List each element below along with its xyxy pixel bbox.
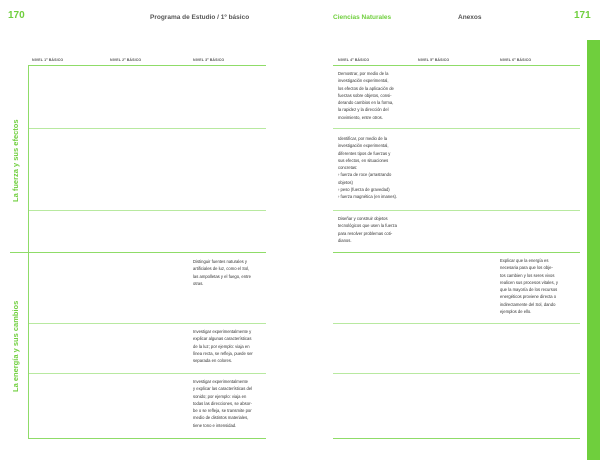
right-row-rule-3 bbox=[333, 323, 580, 324]
right-bottom-rule bbox=[333, 438, 580, 439]
column-header-level-5: NIVEL 5º BÁSICO bbox=[418, 58, 450, 62]
cell-level3-light-sources: Distinguir fuentes naturales y artificiales de luz, como el Sol, las ampolletas y el fuego, entre otras. bbox=[193, 259, 251, 286]
right-row-rule-2 bbox=[333, 210, 580, 211]
column-header-level-6: NIVEL 6º BÁSICO bbox=[500, 58, 532, 62]
left-page-header: Programa de Estudio / 1º básico bbox=[150, 14, 250, 21]
left-row-rule-2 bbox=[28, 210, 266, 211]
cell-level4-force-effects: Demostrar, por medio de la investigación experimental, los efectos de la aplicación de fuerzas sobre objetos, consi- derando cambios en la forma, la rapidez y la dirección del movimiento, entre otros. bbox=[338, 71, 394, 120]
right-section-rule bbox=[333, 252, 580, 253]
cell-level3-sound: Investigar experimentalmente y explicar las características del sonido; por ejemplo: viaja en todas las direcciones, se absor- be o se refleja, se transmite por medio de distintos materiales, tiene tono e intensidad. bbox=[193, 379, 253, 428]
cell-level4-force-types: Identificar, por medio de la investigación experimental, diferentes tipos de fuerzas y sus efectos, en situaciones concretas: › fuerza de roce (arrastrando objetos) › peso (fuerza de gravedad) › fuerza magnética (en imanes). bbox=[338, 136, 398, 200]
section-label-force: La fuerza y sus efectos bbox=[11, 119, 20, 202]
left-row-rule-1 bbox=[28, 128, 266, 129]
page-edge-tab bbox=[587, 40, 600, 460]
left-header-rule bbox=[28, 65, 266, 66]
left-section-rule bbox=[10, 252, 266, 253]
cell-level4-design-objects: Diseñar y construir objetos tecnológicos que usen la fuerza para resolver problemas coti- dianos. bbox=[338, 216, 397, 243]
cell-level3-light-characteristics: Investigar experimentalmente y explicar algunas características de la luz; por ejemplo: viaja en línea recta, se refleja, puede ser separada en colores. bbox=[193, 329, 253, 364]
column-header-level-4: NIVEL 4º BÁSICO bbox=[338, 58, 370, 62]
column-header-level-1: NIVEL 1º BÁSICO bbox=[32, 58, 64, 62]
column-header-level-2: NIVEL 2º BÁSICO bbox=[110, 58, 142, 62]
left-bottom-rule bbox=[28, 438, 266, 439]
section-divider-line-1 bbox=[28, 66, 29, 252]
left-row-rule-4 bbox=[28, 373, 266, 374]
cell-level6-energy: Explicar que la energía es necesaria para que los obje- tos cambien y los seres vivos realicen sus procesos vitales, y que la mayoría de los recursos energéticos proviene directa o indirectamente del Sol, dando ejemplos de ello. bbox=[500, 258, 558, 315]
right-header-rule bbox=[333, 65, 580, 66]
right-page-section: Anexos bbox=[458, 14, 482, 21]
column-header-level-3: NIVEL 3º BÁSICO bbox=[193, 58, 225, 62]
left-row-rule-3 bbox=[28, 323, 266, 324]
right-page-number: 171 bbox=[574, 10, 591, 21]
left-page-number: 170 bbox=[8, 10, 25, 21]
section-divider-line-2 bbox=[28, 253, 29, 438]
right-row-rule-4 bbox=[333, 373, 580, 374]
right-row-rule-1 bbox=[333, 128, 580, 129]
right-page-subject: Ciencias Naturales bbox=[333, 14, 392, 21]
section-label-energy: La energía y sus cambios bbox=[11, 300, 20, 392]
